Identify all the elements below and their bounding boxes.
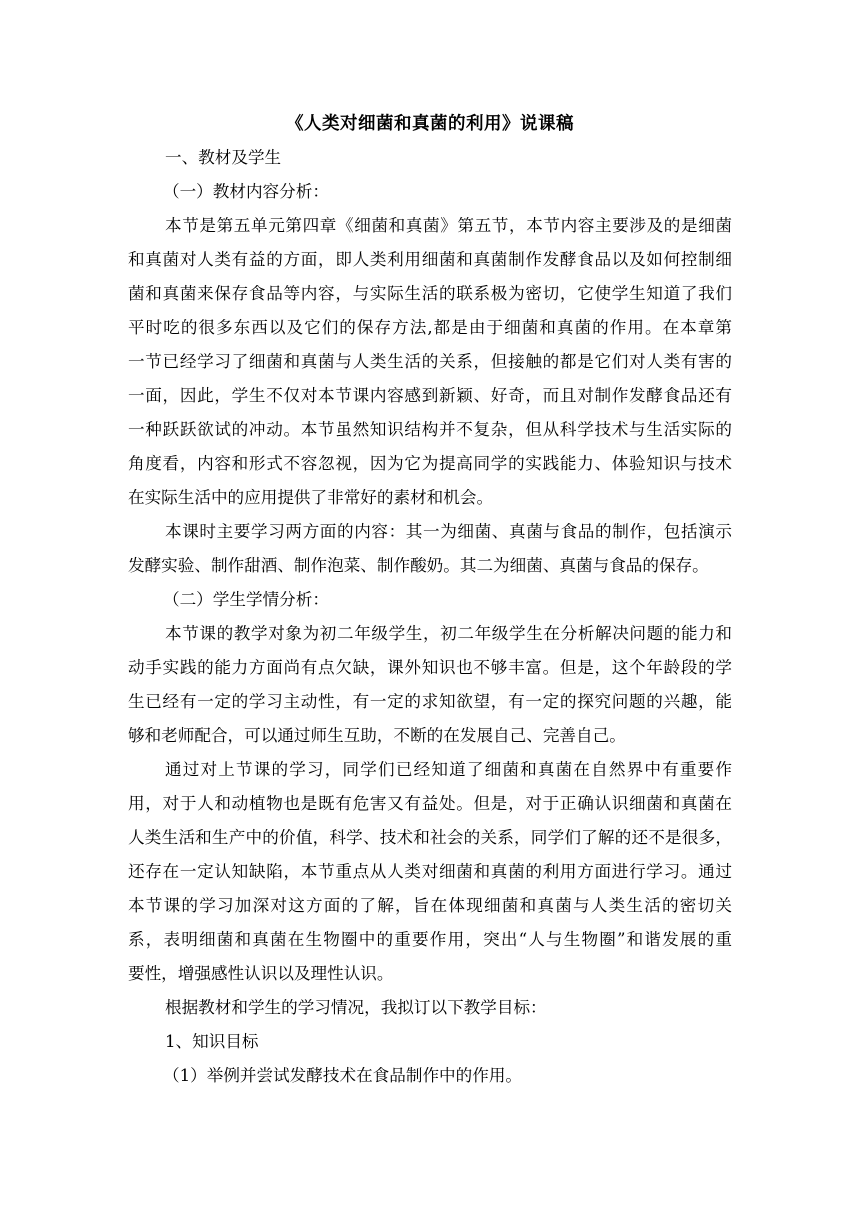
paragraph-line: 本节课的教学对象为初二年级学生，初二年级学生在分析解决问题的能力和 [165, 624, 732, 643]
paragraph-line: 在实际生活中的应用提供了非常好的素材和机会。 [128, 488, 494, 507]
paragraph-line: 够和老师配合，可以通过师生互助，不断的在发展自己、完善自己。 [128, 726, 626, 745]
subsection-heading-1: （一）教材内容分析： [163, 182, 329, 201]
section-heading-1: 一、教材及学生 [165, 148, 282, 167]
paragraph-line: 菌和真菌来保存食品等内容，与实际生活的联系极为密切，它使学生知道了我们 [128, 284, 732, 303]
paragraph-line: 本课时主要学习两方面的内容：其一为细菌、真菌与食品的制作，包括演示 [165, 522, 732, 541]
paragraph-line: 通过对上节课的学习，同学们已经知道了细菌和真菌在自然界中有重要作 [165, 760, 732, 779]
paragraph-line: 生已经有一定的学习主动性，有一定的求知欲望，有一定的探究问题的兴趣，能 [128, 692, 732, 711]
paragraph-line: 还存在一定认知缺陷，本节重点从人类对细菌和真菌的利用方面进行学习。通过 [128, 862, 732, 881]
paragraph-line: 一节已经学习了细菌和真菌与人类生活的关系，但接触的都是它们对人类有害的 [128, 352, 732, 371]
paragraph-line: 用，对于人和动植物也是既有危害又有益处。但是，对于正确认识细菌和真菌在 [128, 794, 732, 813]
goal-heading: 1、知识目标 [165, 1032, 259, 1051]
document-title: 《人类对细菌和真菌的利用》说课稿 [286, 114, 574, 134]
paragraph-line: 动手实践的能力方面尚有点欠缺，课外知识也不够丰富。但是，这个年龄段的学 [128, 658, 732, 677]
paragraph-line: 人类生活和生产中的价值，科学、技术和社会的关系，同学们了解的还不是很多， [128, 828, 732, 847]
paragraph-line: 系，表明细菌和真菌在生物圈中的重要作用，突出“人与生物圈”和谐发展的重 [128, 930, 732, 949]
subsection-heading-2: （二）学生学情分析： [163, 590, 329, 609]
paragraph-line: 和真菌对人类有益的方面，即人类利用细菌和真菌制作发酵食品以及如何控制细 [128, 250, 732, 269]
paragraph-line: 本节课的学习加深对这方面的了解，旨在体现细菌和真菌与人类生活的密切关 [128, 896, 732, 915]
paragraph-line: 要性，增强感性认识以及理性认识。 [128, 964, 394, 983]
paragraph-line: 角度看，内容和形式不容忽视，因为它为提高同学的实践能力、体验知识与技术 [128, 454, 732, 473]
paragraph-line: 平时吃的很多东西以及它们的保存方法,都是由于细菌和真菌的作用。在本章第 [128, 318, 732, 337]
paragraph-line: 一种跃跃欲试的冲动。本节虽然知识结构并不复杂，但从科学技术与生活实际的 [128, 420, 732, 439]
paragraph-line: 一面，因此，学生不仅对本节课内容感到新颖、好奇，而且对制作发酵食品还有 [128, 386, 732, 405]
paragraph-line: 根据教材和学生的学习情况，我拟订以下教学目标： [165, 998, 547, 1017]
paragraph-line: 发酵实验、制作甜酒、制作泡菜、制作酸奶。其二为细菌、真菌与食品的保存。 [128, 556, 709, 575]
paragraph-line: 本节是第五单元第四章《细菌和真菌》第五节，本节内容主要涉及的是细菌 [165, 216, 732, 235]
goal-item: （1）举例并尝试发酵技术在食品制作中的作用。 [163, 1066, 523, 1085]
